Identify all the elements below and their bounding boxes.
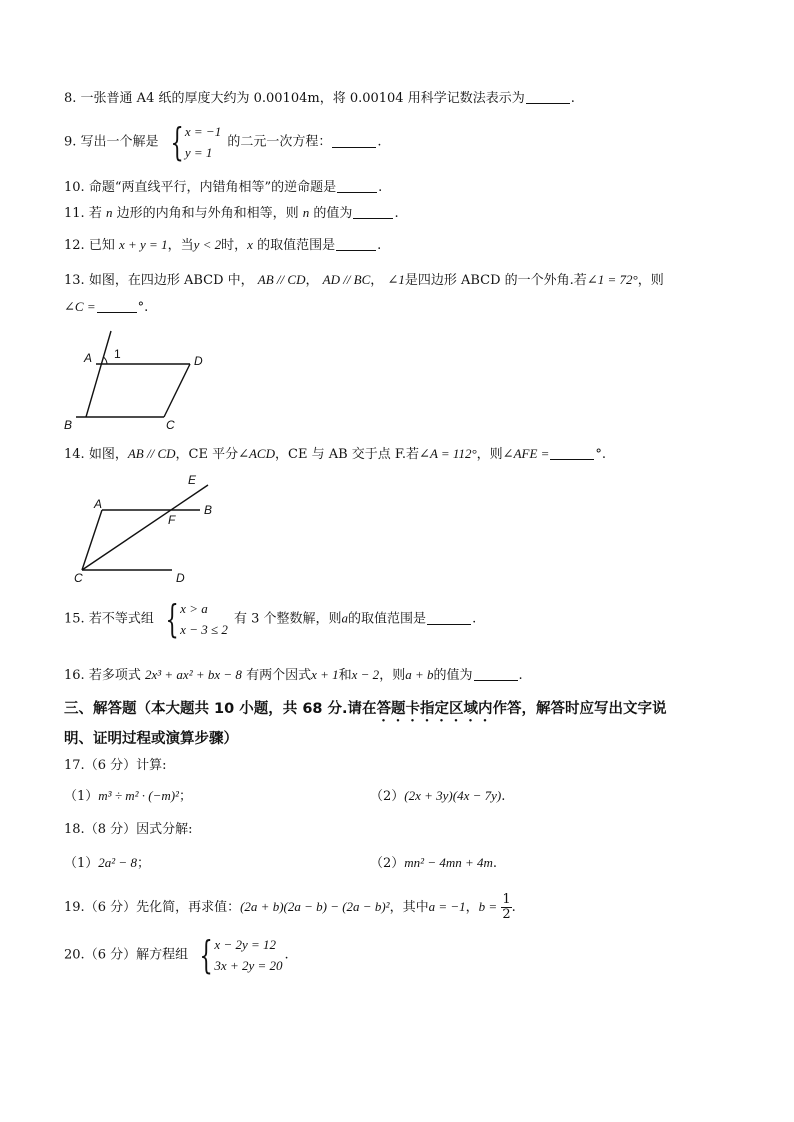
label-1: 1: [114, 347, 121, 361]
question-19: 19.（6 分）先化简，再求值：(2a + b)(2a − b) − (2a − b)²，其中a = −1，b = $\frac{1}{2}$ .: [64, 892, 516, 922]
question-17: 17.（6 分）计算:: [64, 758, 167, 773]
section-heading-line-2: 明、证明过程或演算步骤）: [64, 731, 238, 747]
answer-blank: [427, 610, 471, 625]
figure-parallelogram: [60, 325, 220, 435]
label-f: F: [168, 513, 176, 527]
question-18: 18.（8 分）因式分解:: [64, 822, 193, 837]
label-c: C: [74, 571, 83, 585]
label-a: A: [84, 351, 93, 365]
question-13-line-2: ∠C = °.: [64, 299, 149, 315]
question-15: 15. 若不等式组 { x > a x − 3 ≤ 2 有 3 个整数解，则a的取值范围是 .: [64, 597, 477, 641]
answer-blank: [550, 445, 594, 460]
line-dc: [164, 364, 190, 417]
question-10: 10. 命题“两直线平行，内错角相等”的逆命题是 .: [64, 180, 383, 195]
answer-blank: [97, 298, 137, 313]
label-b: B: [204, 503, 213, 517]
brace-icon: {: [199, 933, 213, 977]
answer-blank: [332, 133, 376, 148]
answer-blank: [353, 204, 393, 219]
question-16: 16. 若多项式 2x³ + ax² + bx − 8 有两个因式x + 1和x − 2，则a + b的值为 .: [64, 667, 523, 683]
brace-icon: {: [170, 120, 184, 164]
question-8: 8. 一张普通 A4 纸的厚度大约为 0.00104m，将 0.00104 用科学记数法表示为 .: [64, 91, 575, 106]
label-c: C: [166, 418, 175, 432]
answer-blank: [336, 236, 376, 251]
answer-blank: [337, 178, 377, 193]
question-18-part-1: （1）2a² − 8；: [64, 855, 150, 871]
question-18-part-2: （2）mn² − 4mn + 4m.: [370, 855, 498, 871]
label-d: D: [194, 354, 203, 368]
label-d: D: [176, 571, 185, 585]
question-13: 13. 如图，在四边形 ABCD 中， AB // CD， AD // BC， ∠1是四边形 ABCD 的一个外角.若∠1 = 72°，则: [64, 272, 664, 288]
question-11: 11. 若 n 边形的内角和与外角和相等，则 n 的值为 .: [64, 205, 399, 221]
equation-system: { x = −1 y = 1: [170, 120, 222, 164]
inequality-system: { x > a x − 3 ≤ 2: [165, 597, 228, 641]
question-9: 9. 写出一个解是 { x = −1 y = 1 的二元一次方程： .: [64, 120, 382, 164]
brace-icon: {: [165, 597, 179, 641]
figure-parallel-lines: [60, 470, 230, 585]
answer-blank: [474, 666, 518, 681]
label-a: A: [94, 497, 103, 511]
section-heading: 三、解答题（本大题共 10 小题，共 68 分.请在答题卡指定区域内作答，解答时应写出文字说: [64, 701, 667, 717]
line-ac: [82, 510, 102, 570]
equation-system: { x − 2y = 12 3x + 2y = 20: [199, 933, 283, 977]
question-17-part-1: （1）m³ ÷ m² · (−m)²；: [64, 788, 192, 804]
answer-blank: [526, 89, 570, 104]
fraction: $\frac{1}{2}$: [502, 892, 511, 922]
angle-arc: [104, 357, 108, 364]
label-e: E: [188, 473, 197, 487]
question-14: 14. 如图，AB // CD，CE 平分∠ACD，CE 与 AB 交于点 F.若∠A = 112°，则∠AFE = °.: [64, 446, 607, 462]
question-12: 12. 已知 x + y = 1，当y < 2时，x 的取值范围是 .: [64, 237, 382, 253]
question-17-part-2: （2）(2x + 3y)(4x − 7y).: [370, 788, 506, 804]
question-20: 20.（6 分）解方程组 { x − 2y = 12 3x + 2y = 20 .: [64, 933, 289, 977]
label-b: B: [64, 418, 73, 432]
line-ba-extended: [86, 331, 111, 417]
